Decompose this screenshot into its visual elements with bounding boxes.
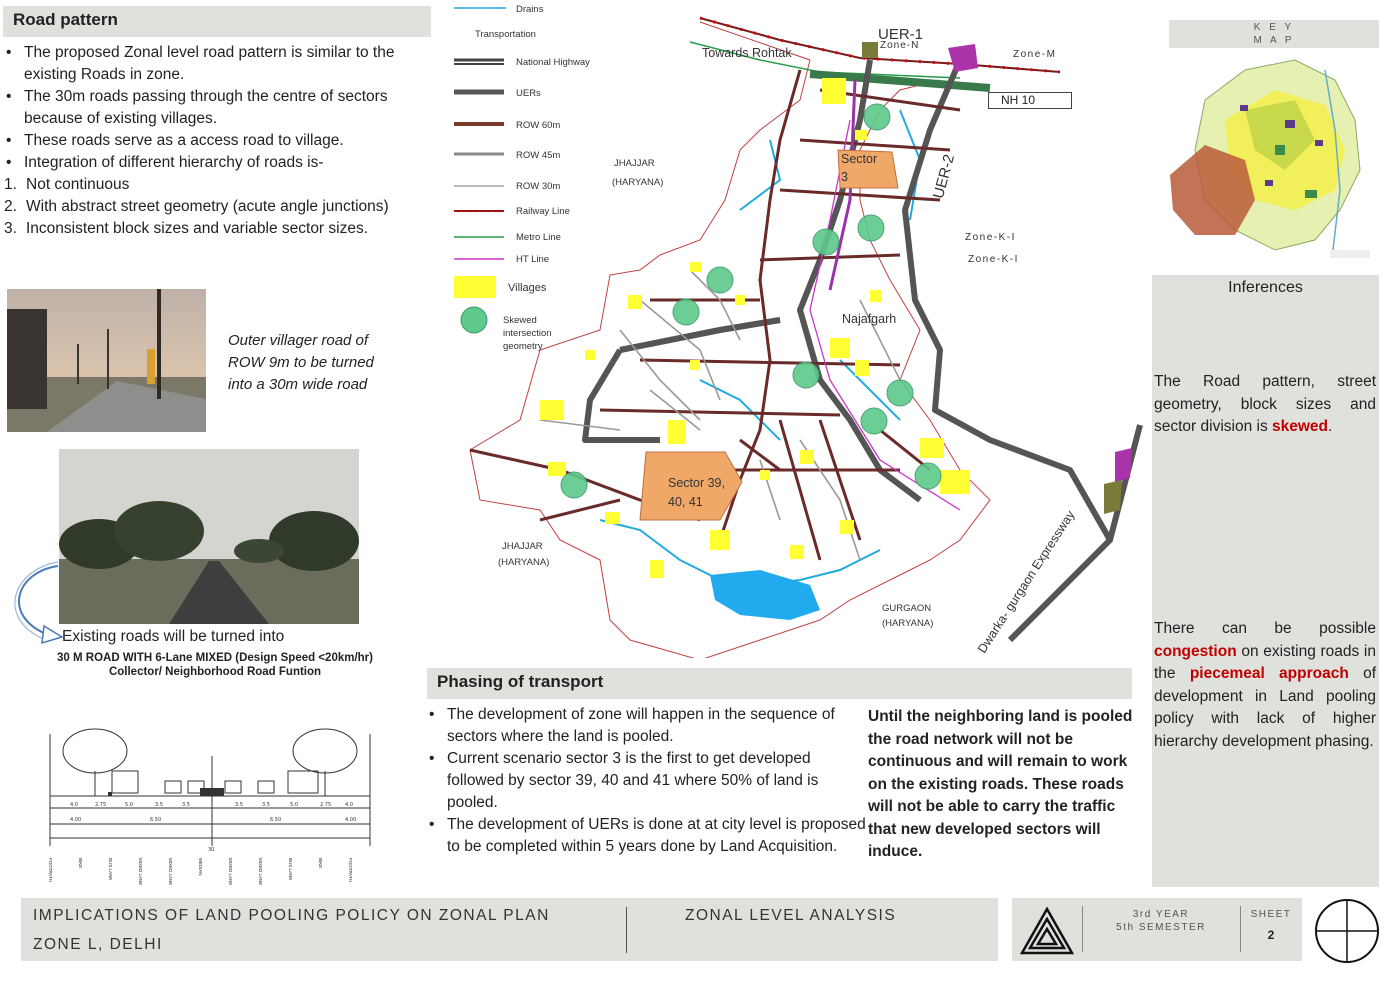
- list-number: 2.: [4, 198, 17, 215]
- map-label-uer1: UER-1: [878, 26, 924, 43]
- map-label-uer2: UER-2: [930, 152, 959, 201]
- map-label-gurgaon: GURGAON: [882, 603, 932, 614]
- list-text: With abstract street geometry (acute angle junctions): [26, 198, 389, 215]
- svg-text:3.5: 3.5: [235, 802, 243, 808]
- key-map-title-line2: M A P: [1253, 35, 1295, 46]
- lane-label: MEDIAN: [198, 858, 203, 876]
- legend-row60: ROW 60m: [516, 120, 561, 131]
- map-label-zone-k1b: Zone-K-I: [968, 254, 1019, 265]
- logo-icon: [1020, 906, 1074, 956]
- photo2-caption: Existing roads will be turned into: [62, 628, 285, 645]
- road-section-title-line1: 30 M ROAD WITH 6-Lane MIXED (Design Speed <20km/hr): [57, 652, 373, 664]
- lane-label: BUS LANE: [288, 858, 293, 881]
- existing-road-photo-image: [59, 449, 359, 624]
- inference-2-text-b: on existing roads in the: [1154, 642, 1376, 682]
- svg-text:2.75: 2.75: [95, 802, 107, 808]
- lane-label: MIXED LANE: [258, 858, 263, 886]
- inference-2-text-c: of development in Land pooling policy with lack of higher hierarchy development phasing.: [1154, 665, 1376, 750]
- list-text: Not continuous: [26, 176, 130, 193]
- existing-road-photo: [59, 449, 359, 624]
- inference-paragraph-2: [1154, 618, 1376, 753]
- map-label-jhajjar2: JHAJJAR: [502, 541, 543, 552]
- phasing-title: Phasing of transport: [427, 668, 1132, 699]
- svg-text:4.00: 4.00: [70, 817, 82, 823]
- svg-text:3.5: 3.5: [262, 802, 270, 808]
- list-text: Inconsistent block sizes and variable sector sizes.: [26, 220, 369, 237]
- north-arrow-icon: [1313, 897, 1381, 965]
- lane-label: MIXED LANE: [168, 858, 173, 886]
- map-label-haryana3: (HARYANA): [882, 618, 934, 629]
- road-pattern-text: [4, 42, 424, 240]
- legend-nh: National Highway: [516, 57, 590, 68]
- svg-text:5.0: 5.0: [125, 802, 133, 808]
- lane-label: BIKE: [78, 858, 83, 869]
- footer-semester: 5th SEMESTER: [1116, 922, 1206, 933]
- list-number: 3.: [4, 220, 17, 237]
- section-lane-labels: [48, 858, 368, 888]
- legend-villages: Villages: [508, 282, 547, 294]
- list-item: [4, 196, 424, 218]
- list-item: • The proposed Zonal level road pattern is similar to the existing Roads in zone.: [4, 42, 424, 86]
- svg-text:6.50: 6.50: [270, 817, 282, 823]
- svg-text:4.0: 4.0: [345, 802, 353, 808]
- inference-2-text-a: There can be possible: [1154, 620, 1376, 637]
- map-label-dwarka-expressway: Dwarka- gurgaon Expressway: [975, 508, 1078, 656]
- map-label-zone-k1a: Zone-K-I: [965, 232, 1016, 243]
- svg-text:3.5: 3.5: [155, 802, 163, 808]
- map-label-haryana1: (HARYANA): [612, 177, 664, 188]
- footer-info-divider-2: [1240, 906, 1241, 952]
- phasing-bold-note: Until the neighboring land is pooled the road network will not be continuous and will remain to work on the existing roads. These roads will not be able to carry the traffic that new developed sectors will induce.: [868, 708, 1133, 860]
- legend-uers: UERs: [516, 88, 541, 99]
- inference-2-highlight-1: congestion: [1154, 642, 1237, 660]
- list-item: • Integration of different hierarchy of roads is-: [4, 152, 424, 174]
- list-item: • These roads serve as a access road to village.: [4, 130, 424, 152]
- inference-paragraph-1: [1154, 371, 1376, 439]
- key-map-title: [1169, 20, 1379, 48]
- legend-transportation: Transportation: [475, 29, 536, 40]
- list-item: • The 30m roads passing through the centre of sectors because of existing villages.: [4, 86, 424, 130]
- legend-metro: Metro Line: [516, 232, 561, 243]
- list-item: • The development of zone will happen in the sequence of sectors where the land is pooled.: [427, 704, 867, 748]
- photo1-caption: Outer villager road of ROW 9m to be turned into a 30m wide road: [228, 332, 374, 393]
- footer-sheet-label: SHEET: [1250, 909, 1292, 920]
- legend-skewed: Skewed intersection geometry: [503, 315, 552, 352]
- footer-analysis-label: ZONAL LEVEL ANALYSIS: [685, 907, 897, 924]
- road-pattern-numbered: [4, 174, 424, 240]
- curved-arrow-icon: [6, 560, 66, 645]
- svg-text:30: 30: [208, 847, 215, 853]
- village-road-photo: [7, 289, 206, 432]
- list-item: [4, 174, 424, 196]
- nh10-label: NH 10: [988, 92, 1072, 109]
- road-section-title: [0, 651, 430, 679]
- inference-1-end: .: [1328, 418, 1333, 435]
- inference-1-text: The Road pattern, street geometry, block sizes and sector division is: [1154, 373, 1376, 435]
- map-label-sector3: Sector 3: [841, 152, 878, 184]
- legend-drains: Drains: [516, 4, 544, 15]
- lane-label: FOOTPATH: [48, 858, 53, 882]
- footer-info-divider-1: [1082, 906, 1083, 952]
- lane-label: BIKE: [318, 858, 323, 869]
- legend-rail: Railway Line: [516, 206, 570, 217]
- footer-divider: [626, 907, 627, 953]
- svg-text:3.5: 3.5: [182, 802, 190, 808]
- inferences-panel: [1152, 275, 1379, 887]
- list-item: • The development of UERs is done at at city level is proposed to be completed within 5 years done by Land Acquisition.: [427, 814, 867, 858]
- lane-label: FOOTPATH: [348, 858, 353, 882]
- map-label-najafgarh: Najafgarh: [842, 312, 897, 326]
- legend-row30: ROW 30m: [516, 181, 561, 192]
- svg-text:6.50: 6.50: [150, 817, 162, 823]
- road-pattern-bullets: [4, 42, 424, 174]
- inferences-title: Inferences: [1228, 279, 1303, 296]
- svg-text:5.0: 5.0: [290, 802, 298, 808]
- road-pattern-title: Road pattern: [3, 6, 431, 37]
- village-road-photo-image: [7, 289, 206, 432]
- footer-title-line1: IMPLICATIONS OF LAND POOLING POLICY ON ZONAL PLAN: [33, 907, 550, 924]
- legend-ht: HT Line: [516, 254, 550, 265]
- footer-sheet-number: 2: [1267, 928, 1275, 942]
- key-map-title-line1: K E Y: [1253, 22, 1295, 33]
- phasing-bullets-block: [427, 704, 867, 858]
- map-label-sector39: Sector 39, 40, 41: [668, 476, 725, 509]
- map-label-haryana2: (HARYANA): [498, 557, 550, 568]
- inference-1-highlight: skewed: [1272, 418, 1329, 435]
- svg-text:4.0: 4.0: [70, 802, 78, 808]
- list-number: 1.: [4, 176, 17, 193]
- list-item: [4, 218, 424, 240]
- svg-text:2.75: 2.75: [320, 802, 332, 808]
- list-item: • Current scenario sector 3 is the first to get developed followed by sector 39, 40 and 41 where 50% of land is pooled.: [427, 748, 867, 814]
- footer-title-line2: ZONE L, DELHI: [33, 936, 163, 953]
- road-section-title-line2: Collector/ Neighborhood Road Funtion: [108, 666, 322, 678]
- map-label-zone-m: Zone-M: [1013, 49, 1057, 60]
- legend-row45: ROW 45m: [516, 150, 561, 161]
- map-label-zone-n: Zone-N: [880, 40, 920, 51]
- map-label-jhajjar1: JHAJJAR: [614, 158, 655, 169]
- inference-2-highlight-2: piecemeal approach: [1189, 665, 1349, 682]
- key-map-image: [1165, 50, 1379, 265]
- lane-label: MIXED LANE: [228, 858, 233, 886]
- lane-label: BUS LANE: [108, 858, 113, 881]
- phasing-bullets: [427, 704, 867, 858]
- svg-text:4.00: 4.00: [345, 817, 357, 823]
- footer-year: 3rd YEAR: [1132, 909, 1190, 920]
- lane-label: MIXED LANE: [138, 858, 143, 886]
- map-label-towards-rohtak: Towards Rohtak: [702, 46, 792, 60]
